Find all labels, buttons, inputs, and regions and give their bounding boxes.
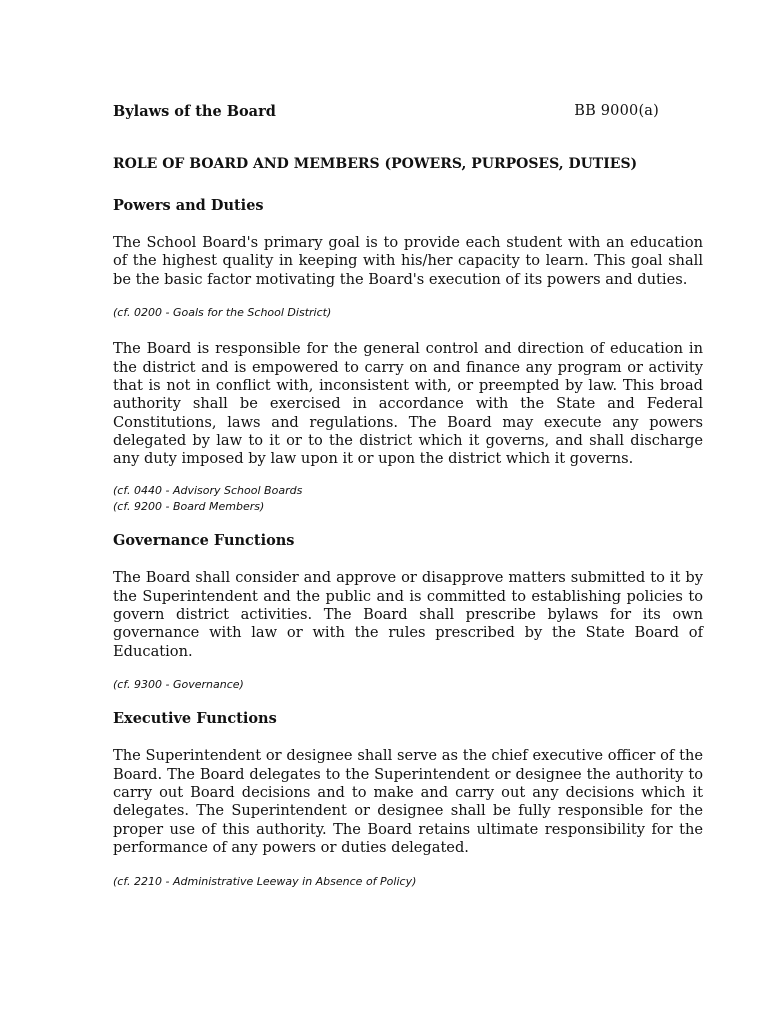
cross-reference-2210: (cf. 2210 - Administrative Leeway in Absence of Policy): [113, 875, 417, 889]
cross-reference-0440-9200: [113, 483, 703, 514]
cross-reference-9300: (cf. 9300 - Governance): [113, 677, 244, 691]
cross-reference-0440: (cf. 0440 - Advisory School Boards: [113, 484, 303, 498]
document-title: ROLE OF BOARD AND MEMBERS (POWERS, PURPOSES, DUTIES): [113, 156, 638, 172]
heading-executive-functions: Executive Functions: [113, 710, 277, 728]
cross-reference-0200: (cf. 0200 - Goals for the School District): [113, 305, 332, 319]
paragraph-governance: The Board shall consider and approve or disapprove matters submitted to it by the Superintendent and the public and is committed to establishing policies to govern district activities. The Board shall prescribe bylaws for its own governance with law or with the rules prescribed by the State Board of Education.: [113, 569, 703, 660]
heading-governance-functions: Governance Functions: [113, 532, 295, 550]
paragraph-board-responsibility: The Board is responsible for the general control and direction of education in the district and is empowered to carry on and finance any program or activity that is not in conflict with, inconsistent with, or preempted by law. This broad authority shall be exercised in accordance with the State and Federal Constitutions, laws and regulations. The Board may execute any powers delegated by law to it or to the district which it governs, and shall discharge any duty imposed by law upon it or upon the district which it governs.: [113, 340, 703, 468]
page-header: [113, 102, 703, 121]
paragraph-primary-goal: The School Board's primary goal is to provide each student with an education of the highest quality in keeping with his/her capacity to learn. This goal shall be the basic factor motivating the Board's execution of its powers and duties.: [113, 234, 703, 288]
document-page: [113, 102, 703, 890]
cross-reference-9200: (cf. 9200 - Board Members): [113, 499, 265, 513]
header-code: BB 9000(a): [574, 103, 659, 119]
header-section-title: Bylaws of the Board: [113, 103, 276, 120]
paragraph-executive: The Superintendent or designee shall serve as the chief executive officer of the Board. The Board delegates to the Superintendent or designee the authority to carry out Board decisions and to make and carry out any decisions which it delegates. The Superintendent or designee shall be fully responsible for the proper use of this authority. The Board retains ultimate responsibility for the performance of any powers or duties delegated.: [113, 747, 703, 856]
heading-powers-and-duties: Powers and Duties: [113, 197, 264, 214]
